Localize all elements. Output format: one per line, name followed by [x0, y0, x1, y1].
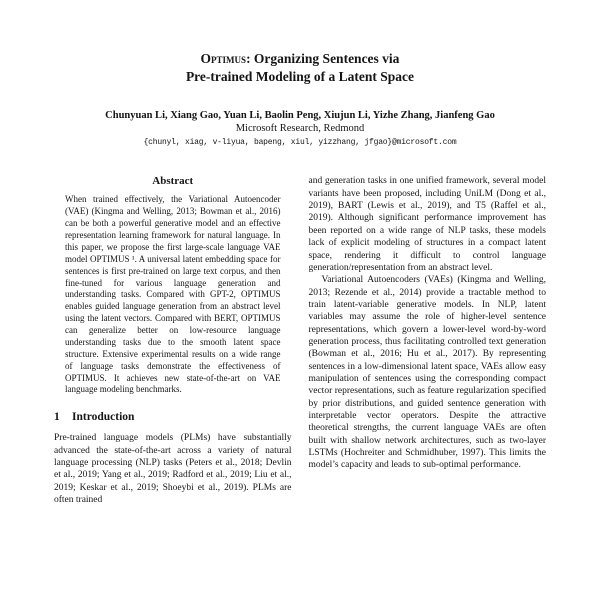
intro-paragraph: Pre-trained language models (PLMs) have substantially advanced the state-of-the-art across a variety of natural language processing (NLP) tasks (Peters et al., 2018; Devlin et al., 2019; Yang et al., 2019; Radford et al., 2019; Liu et al., 2019; Keskar et al., 2019; Shoeybi et al., 2019). PLMs are often trained	[54, 433, 292, 506]
left-column	[54, 175, 292, 506]
right-paragraph-1: and generation tasks in one unified framework, several model variants have been proposed, including UniLM (Dong et al., 2019), BART (Lewis et al., 2019), and T5 (Raffel et al., 2019). Although significant performance improvement has been reported on a wide range of NLP tasks, these models lack of explicit modeling of structures in a compact latent space, rendering it difficult to control language generation/representation from an abstract level.	[308, 176, 546, 273]
title-line1-rest: : Organizing Sentences via	[246, 51, 400, 66]
affiliation: Microsoft Research, Redmond	[235, 123, 365, 135]
abstract-text: When trained effectively, the Variational Autoencoder (VAE) (Kingma and Welling, 2013; Bowman et al., 2016) can be both a powerful generative model and an effective representation learning framework for natural language. In this paper, we propose the first large-scale language VAE model OPTIMUS ¹. A universal latent embedding space for sentences is first pre-trained on large text corpus, and then fine-tuned for various language generation and understanding tasks. Compared with GPT-2, OPTIMUS enables guided language generation from an abstract level using the latent vectors. Compared with BERT, OPTIMUS can generalize better on low-resource language understanding tasks due to the smooth latent space structure. Extensive experimental results on a wide range of language tasks demonstrate the effectiveness of OPTIMUS. It achieves new state-of-the-art on VAE language modeling benchmarks.	[65, 194, 281, 395]
right-paragraph-2: Variational Autoencoders (VAEs) (Kingma and Welling, 2013; Rezende et al., 2014) provide a tractable method to train latent-variable generative models. In NLP, latent variables may assume the role of higher-level sentence representations, which govern a lower-level word-by-word generation process, thus facilitating controlled text generation (Bowman et al., 2016; Hu et al., 2017). By representing sentences in a low-dimensional latent space, VAEs allow easy manipulation of sentences using the corresponding compact vector representations, such as feature regularization specified by prior distributions, and guided sentence generation with interpretable vector operators. Despite the attractive theoretical strengths, the current language VAEs are often built with shallow network architectures, such as two-layer LSTMs (Hochreiter and Schmidhuber, 1997). This limits the model’s capacity and leads to sub-optimal performance.	[308, 275, 546, 471]
section-number: 1	[54, 411, 60, 424]
email-line: {chunyl, xiag, v-liyua, bapeng, xiul, yizzhang, jfgao}@microsoft.com	[143, 138, 457, 148]
title-smallcaps: Optimus	[200, 51, 247, 66]
section-title: Introduction	[72, 411, 135, 424]
author-list: Chunyuan Li, Xiang Gao, Yuan Li, Baolin Peng, Xiujun Li, Yizhe Zhang, Jianfeng Gao	[105, 110, 495, 122]
paper-title	[54, 50, 546, 86]
section-heading-introduction	[54, 411, 292, 423]
right-column	[309, 175, 547, 506]
two-column-body	[54, 175, 546, 506]
title-line2: Pre-trained Modeling of a Latent Space	[185, 69, 415, 85]
abstract-heading: Abstract	[152, 175, 194, 188]
